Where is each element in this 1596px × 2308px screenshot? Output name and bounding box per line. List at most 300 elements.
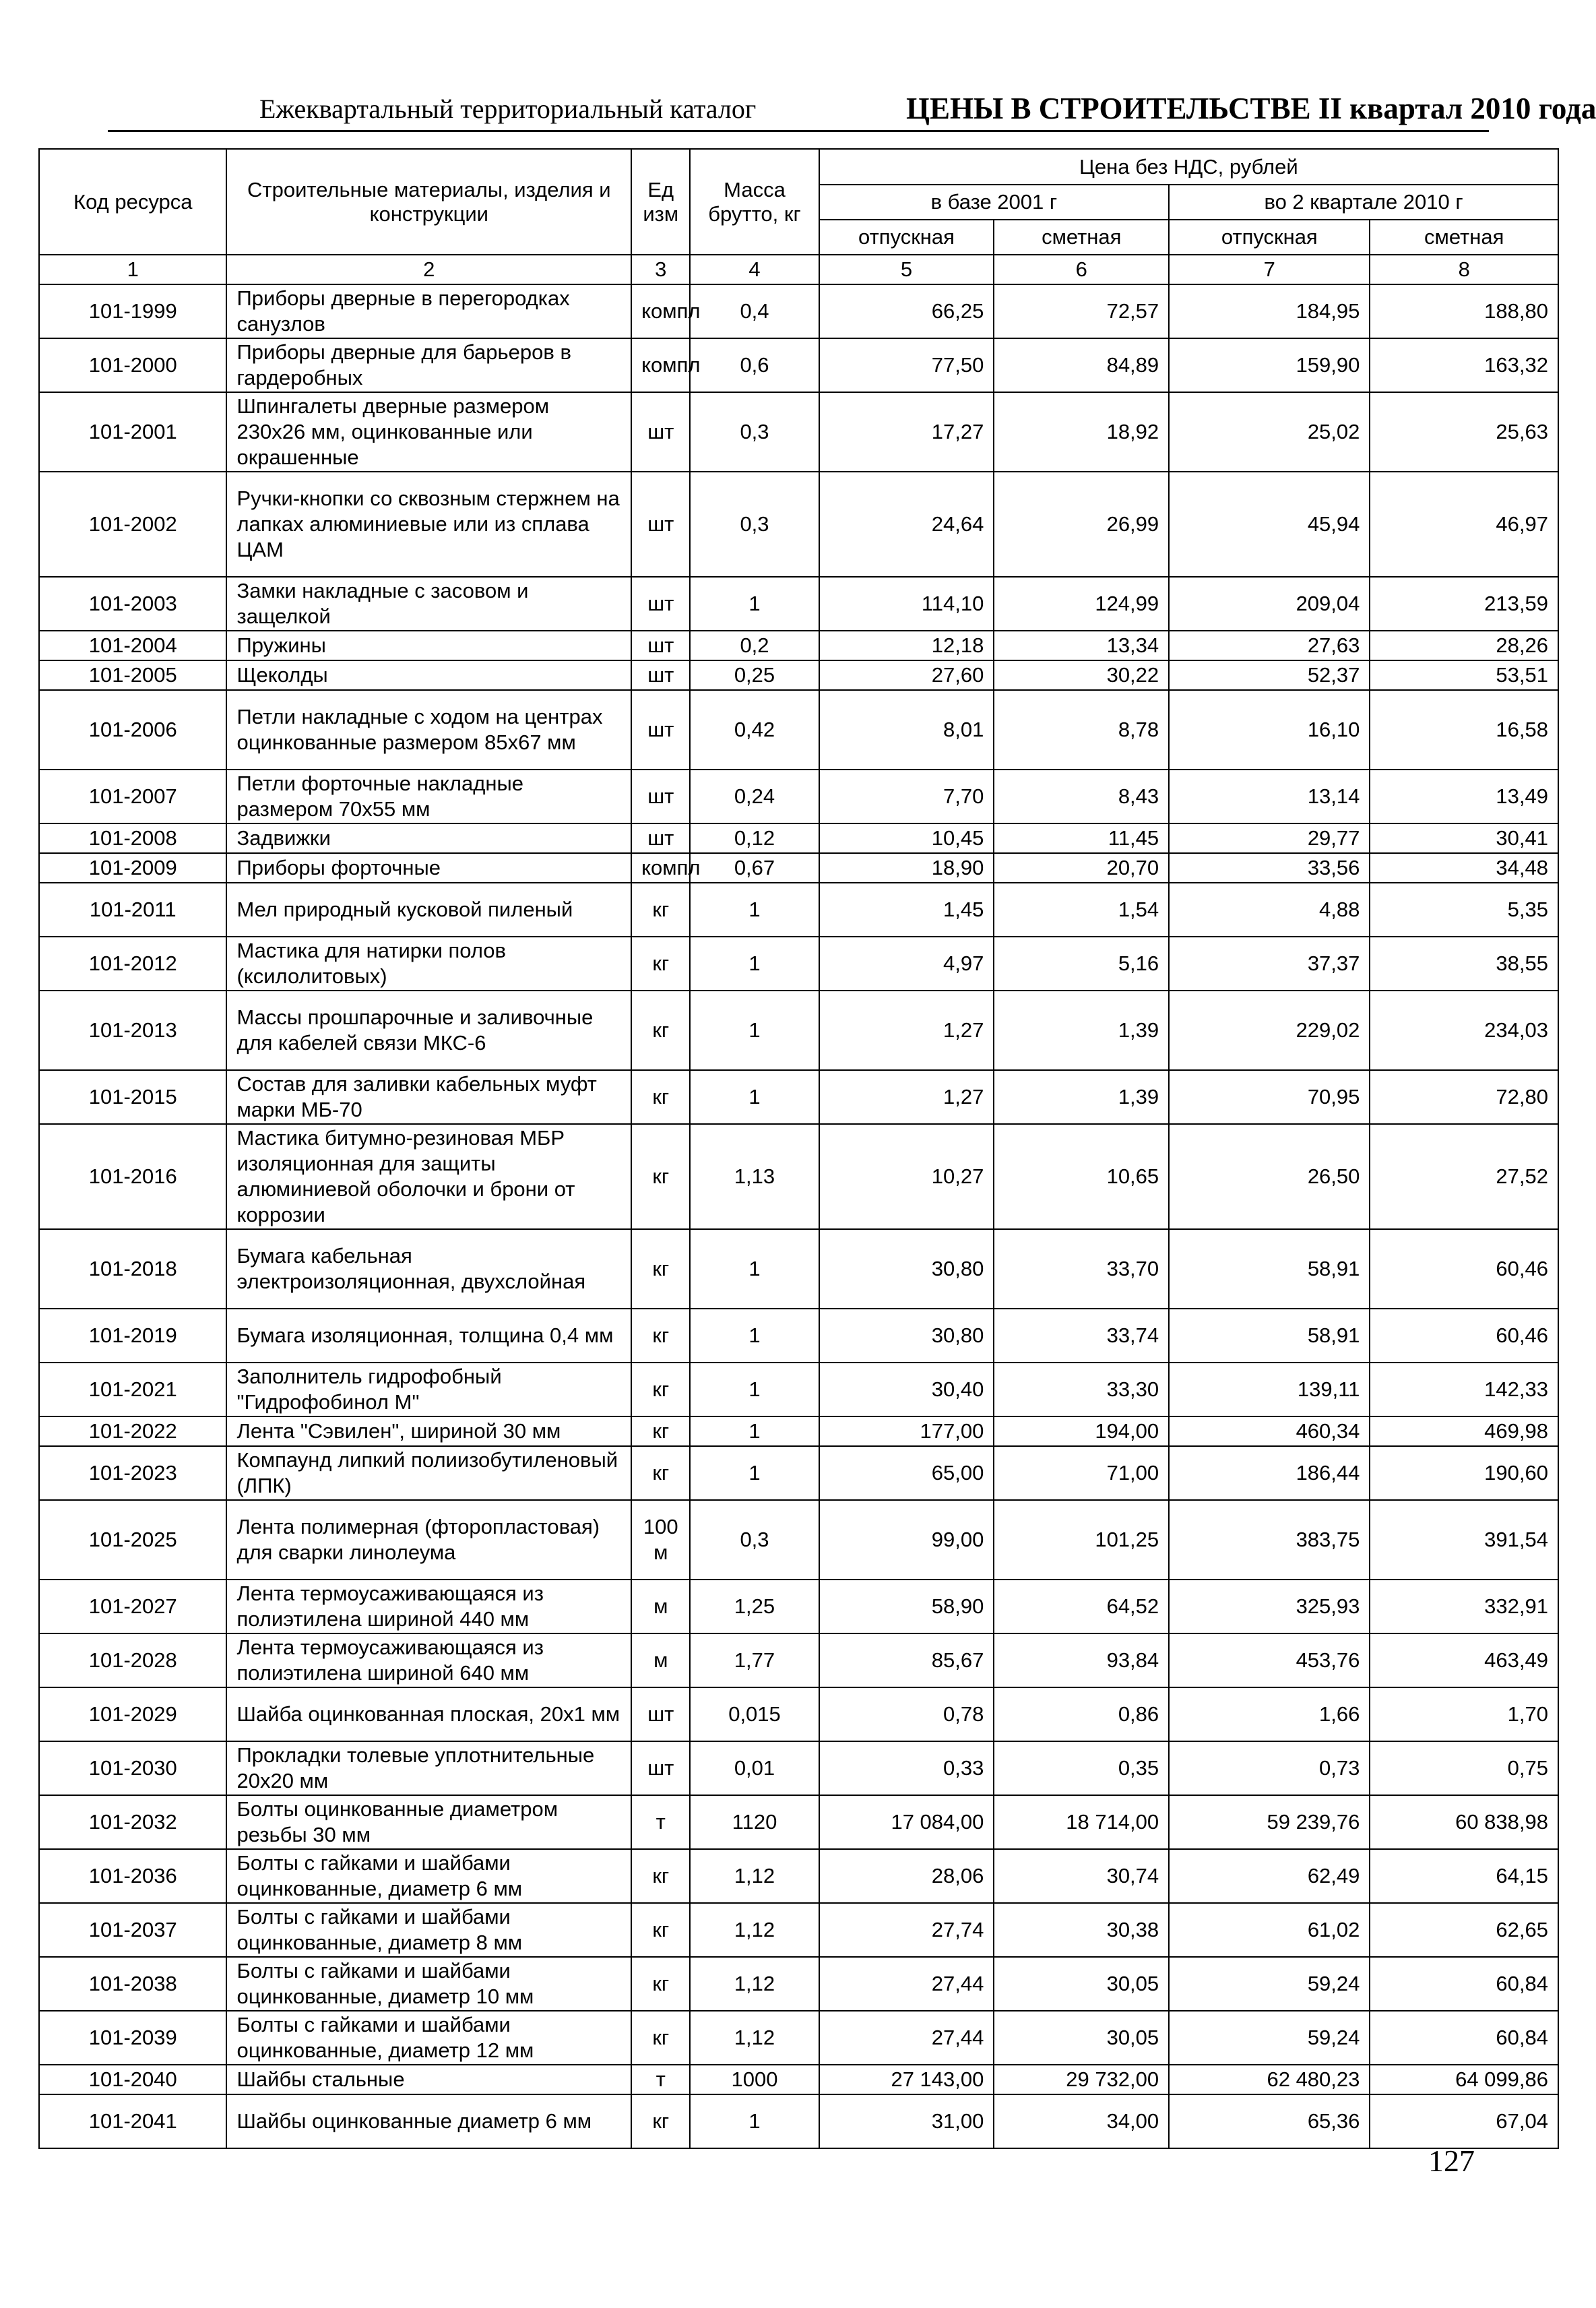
material-name: Шайбы стальные [226, 2065, 631, 2094]
material-name: Массы прошпарочные и заливочные для кабелей связи МКС-6 [226, 991, 631, 1070]
resource-code: 101-2003 [39, 577, 226, 631]
base-sale-price: 30,80 [819, 1229, 994, 1309]
resource-code: 101-2038 [39, 1957, 226, 2011]
resource-code: 101-2008 [39, 823, 226, 853]
base-estimate-price: 8,43 [994, 770, 1169, 823]
q2-estimate-price: 27,52 [1370, 1124, 1558, 1229]
table-row [39, 1580, 1558, 1633]
gross-mass: 1 [690, 2094, 819, 2148]
material-name: Бумага кабельная электроизоляционная, двухслойная [226, 1229, 631, 1309]
q2-estimate-price: 38,55 [1370, 937, 1558, 991]
q2-sale-price: 59,24 [1169, 1957, 1370, 2011]
base-sale-price: 0,33 [819, 1741, 994, 1795]
resource-code: 101-2021 [39, 1363, 226, 1416]
base-sale-price: 27 143,00 [819, 2065, 994, 2094]
table-row [39, 631, 1558, 660]
q2-estimate-price: 234,03 [1370, 991, 1558, 1070]
base-sale-price: 85,67 [819, 1633, 994, 1687]
price-table [38, 148, 1559, 2149]
header-code: Код ресурса [39, 149, 226, 255]
gross-mass: 0,24 [690, 770, 819, 823]
q2-sale-price: 4,88 [1169, 883, 1370, 937]
header-unit: Ед изм [631, 149, 690, 255]
material-name: Приборы дверные в перегородках санузлов [226, 284, 631, 338]
base-estimate-price: 29 732,00 [994, 2065, 1169, 2094]
table-row [39, 2094, 1558, 2148]
material-name: Бумага изоляционная, толщина 0,4 мм [226, 1309, 631, 1363]
q2-sale-price: 139,11 [1169, 1363, 1370, 1416]
q2-estimate-price: 391,54 [1370, 1500, 1558, 1580]
resource-code: 101-2028 [39, 1633, 226, 1687]
resource-code: 101-2030 [39, 1741, 226, 1795]
gross-mass: 1 [690, 1363, 819, 1416]
q2-sale-price: 65,36 [1169, 2094, 1370, 2148]
gross-mass: 1 [690, 937, 819, 991]
table-row [39, 823, 1558, 853]
q2-estimate-price: 64 099,86 [1370, 2065, 1558, 2094]
material-name: Прокладки толевые уплотнительные 20х20 мм [226, 1741, 631, 1795]
base-estimate-price: 1,54 [994, 883, 1169, 937]
base-sale-price: 17,27 [819, 392, 994, 472]
q2-estimate-price: 190,60 [1370, 1446, 1558, 1500]
q2-estimate-price: 60,46 [1370, 1309, 1558, 1363]
unit-of-measure: кг [631, 1849, 690, 1903]
header-name: Строительные материалы, изделия и конструкции [226, 149, 631, 255]
table-row [39, 1416, 1558, 1446]
gross-mass: 1 [690, 883, 819, 937]
base-sale-price: 1,27 [819, 1070, 994, 1124]
material-name: Болты с гайками и шайбами оцинкованные, диаметр 6 мм [226, 1849, 631, 1903]
gross-mass: 0,015 [690, 1687, 819, 1741]
gross-mass: 1,12 [690, 2011, 819, 2065]
q2-sale-price: 62 480,23 [1169, 2065, 1370, 2094]
base-estimate-price: 33,70 [994, 1229, 1169, 1309]
q2-estimate-price: 60,84 [1370, 2011, 1558, 2065]
gross-mass: 1 [690, 1416, 819, 1446]
q2-estimate-price: 213,59 [1370, 577, 1558, 631]
base-estimate-price: 33,30 [994, 1363, 1169, 1416]
material-name: Петли накладные с ходом на центрах оцинкованные размером 85х67 мм [226, 690, 631, 770]
resource-code: 101-2027 [39, 1580, 226, 1633]
table-row [39, 690, 1558, 770]
table-row [39, 853, 1558, 883]
column-number: 7 [1169, 255, 1370, 284]
q2-sale-price: 45,94 [1169, 472, 1370, 577]
table-row [39, 1741, 1558, 1795]
gross-mass: 1 [690, 577, 819, 631]
resource-code: 101-2007 [39, 770, 226, 823]
column-number: 4 [690, 255, 819, 284]
base-sale-price: 10,27 [819, 1124, 994, 1229]
material-name: Шпингалеты дверные размером 230х26 мм, оцинкованные или окрашенные [226, 392, 631, 472]
unit-of-measure: шт [631, 392, 690, 472]
column-number: 5 [819, 255, 994, 284]
material-name: Мастика битумно-резиновая МБР изоляционная для защиты алюминиевой оболочки и брони от коррозии [226, 1124, 631, 1229]
resource-code: 101-2006 [39, 690, 226, 770]
material-name: Щеколды [226, 660, 631, 690]
table-row [39, 472, 1558, 577]
q2-sale-price: 37,37 [1169, 937, 1370, 991]
base-estimate-price: 30,74 [994, 1849, 1169, 1903]
header-q2-2010: во 2 квартале 2010 г [1169, 185, 1558, 220]
header-q2-estimate: сметная [1370, 220, 1558, 255]
q2-sale-price: 58,91 [1169, 1309, 1370, 1363]
table-row [39, 1500, 1558, 1580]
gross-mass: 1,25 [690, 1580, 819, 1633]
unit-of-measure: т [631, 2065, 690, 2094]
table-row [39, 883, 1558, 937]
table-row [39, 991, 1558, 1070]
table-row [39, 770, 1558, 823]
q2-sale-price: 25,02 [1169, 392, 1370, 472]
resource-code: 101-2009 [39, 853, 226, 883]
resource-code: 101-2011 [39, 883, 226, 937]
q2-estimate-price: 188,80 [1370, 284, 1558, 338]
header-mass: Масса брутто, кг [690, 149, 819, 255]
base-estimate-price: 30,38 [994, 1903, 1169, 1957]
unit-of-measure: шт [631, 472, 690, 577]
material-name: Компаунд липкий полиизобутиленовый (ЛПК) [226, 1446, 631, 1500]
base-sale-price: 0,78 [819, 1687, 994, 1741]
q2-sale-price: 27,63 [1169, 631, 1370, 660]
table-row [39, 284, 1558, 338]
material-name: Болты с гайками и шайбами оцинкованные, диаметр 12 мм [226, 2011, 631, 2065]
material-name: Пружины [226, 631, 631, 660]
unit-of-measure: м [631, 1633, 690, 1687]
table-row [39, 1687, 1558, 1741]
q2-estimate-price: 332,91 [1370, 1580, 1558, 1633]
resource-code: 101-2016 [39, 1124, 226, 1229]
unit-of-measure: кг [631, 1446, 690, 1500]
unit-of-measure: шт [631, 823, 690, 853]
unit-of-measure: шт [631, 1687, 690, 1741]
gross-mass: 1,12 [690, 1903, 819, 1957]
material-name: Лента термоусаживающаяся из полиэтилена шириной 440 мм [226, 1580, 631, 1633]
resource-code: 101-2013 [39, 991, 226, 1070]
q2-sale-price: 52,37 [1169, 660, 1370, 690]
base-estimate-price: 84,89 [994, 338, 1169, 392]
base-sale-price: 31,00 [819, 2094, 994, 2148]
unit-of-measure: кг [631, 1070, 690, 1124]
q2-sale-price: 325,93 [1169, 1580, 1370, 1633]
resource-code: 101-2001 [39, 392, 226, 472]
q2-sale-price: 16,10 [1169, 690, 1370, 770]
base-sale-price: 30,80 [819, 1309, 994, 1363]
base-estimate-price: 11,45 [994, 823, 1169, 853]
resource-code: 101-2000 [39, 338, 226, 392]
resource-code: 101-2032 [39, 1795, 226, 1849]
q2-sale-price: 61,02 [1169, 1903, 1370, 1957]
table-row [39, 392, 1558, 472]
resource-code: 101-2022 [39, 1416, 226, 1446]
base-sale-price: 1,27 [819, 991, 994, 1070]
base-estimate-price: 34,00 [994, 2094, 1169, 2148]
q2-estimate-price: 463,49 [1370, 1633, 1558, 1687]
gross-mass: 1 [690, 1309, 819, 1363]
base-sale-price: 65,00 [819, 1446, 994, 1500]
q2-sale-price: 29,77 [1169, 823, 1370, 853]
gross-mass: 1,77 [690, 1633, 819, 1687]
q2-estimate-price: 67,04 [1370, 2094, 1558, 2148]
material-name: Шайбы оцинкованные диаметр 6 мм [226, 2094, 631, 2148]
q2-estimate-price: 34,48 [1370, 853, 1558, 883]
gross-mass: 0,6 [690, 338, 819, 392]
unit-of-measure: кг [631, 991, 690, 1070]
table-row [39, 1446, 1558, 1500]
q2-sale-price: 186,44 [1169, 1446, 1370, 1500]
header-base-2001: в базе 2001 г [819, 185, 1170, 220]
gross-mass: 1 [690, 1070, 819, 1124]
resource-code: 101-2012 [39, 937, 226, 991]
header-title: ЦЕНЫ В СТРОИТЕЛЬСТВЕ II квартал 2010 года [906, 92, 1596, 125]
gross-mass: 0,3 [690, 472, 819, 577]
table-row [39, 1363, 1558, 1416]
material-name: Болты оцинкованные диаметром резьбы 30 мм [226, 1795, 631, 1849]
column-number: 8 [1370, 255, 1558, 284]
table-row [39, 937, 1558, 991]
table-row [39, 1903, 1558, 1957]
unit-of-measure: компл [631, 853, 690, 883]
material-name: Заполнитель гидрофобный "Гидрофобинол М" [226, 1363, 631, 1416]
material-name: Приборы форточные [226, 853, 631, 883]
unit-of-measure: кг [631, 1416, 690, 1446]
material-name: Лента "Сэвилен", шириной 30 мм [226, 1416, 631, 1446]
q2-estimate-price: 46,97 [1370, 472, 1558, 577]
table-row [39, 338, 1558, 392]
resource-code: 101-2036 [39, 1849, 226, 1903]
header-base-sale: отпускная [819, 220, 994, 255]
q2-estimate-price: 64,15 [1370, 1849, 1558, 1903]
column-number: 6 [994, 255, 1169, 284]
q2-estimate-price: 60,46 [1370, 1229, 1558, 1309]
material-name: Задвижки [226, 823, 631, 853]
page-header [108, 81, 1596, 132]
table-row [39, 2065, 1558, 2094]
unit-of-measure: кг [631, 1957, 690, 2011]
gross-mass: 1 [690, 991, 819, 1070]
gross-mass: 0,4 [690, 284, 819, 338]
material-name: Болты с гайками и шайбами оцинкованные, диаметр 10 мм [226, 1957, 631, 2011]
base-estimate-price: 8,78 [994, 690, 1169, 770]
base-estimate-price: 72,57 [994, 284, 1169, 338]
base-estimate-price: 101,25 [994, 1500, 1169, 1580]
q2-estimate-price: 30,41 [1370, 823, 1558, 853]
resource-code: 101-2019 [39, 1309, 226, 1363]
resource-code: 101-2018 [39, 1229, 226, 1309]
base-estimate-price: 30,22 [994, 660, 1169, 690]
base-sale-price: 177,00 [819, 1416, 994, 1446]
gross-mass: 0,67 [690, 853, 819, 883]
gross-mass: 1,12 [690, 1957, 819, 2011]
base-estimate-price: 30,05 [994, 1957, 1169, 2011]
unit-of-measure: кг [631, 2011, 690, 2065]
base-sale-price: 8,01 [819, 690, 994, 770]
material-name: Мастика для натирки полов (ксилолитовых) [226, 937, 631, 991]
base-sale-price: 10,45 [819, 823, 994, 853]
table-row [39, 1124, 1558, 1229]
unit-of-measure: шт [631, 770, 690, 823]
unit-of-measure: кг [631, 1229, 690, 1309]
q2-estimate-price: 60,84 [1370, 1957, 1558, 2011]
q2-sale-price: 59 239,76 [1169, 1795, 1370, 1849]
material-name: Болты с гайками и шайбами оцинкованные, диаметр 8 мм [226, 1903, 631, 1957]
resource-code: 101-2005 [39, 660, 226, 690]
base-estimate-price: 10,65 [994, 1124, 1169, 1229]
base-sale-price: 58,90 [819, 1580, 994, 1633]
gross-mass: 0,42 [690, 690, 819, 770]
gross-mass: 0,25 [690, 660, 819, 690]
column-number: 2 [226, 255, 631, 284]
q2-sale-price: 70,95 [1169, 1070, 1370, 1124]
resource-code: 101-2039 [39, 2011, 226, 2065]
q2-sale-price: 13,14 [1169, 770, 1370, 823]
table-row [39, 660, 1558, 690]
table-row [39, 1070, 1558, 1124]
column-number: 3 [631, 255, 690, 284]
gross-mass: 1 [690, 1229, 819, 1309]
base-estimate-price: 0,86 [994, 1687, 1169, 1741]
gross-mass: 1 [690, 1446, 819, 1500]
gross-mass: 0,01 [690, 1741, 819, 1795]
q2-estimate-price: 53,51 [1370, 660, 1558, 690]
base-estimate-price: 93,84 [994, 1633, 1169, 1687]
unit-of-measure: кг [631, 1363, 690, 1416]
q2-sale-price: 62,49 [1169, 1849, 1370, 1903]
table-row [39, 577, 1558, 631]
gross-mass: 1000 [690, 2065, 819, 2094]
base-estimate-price: 33,74 [994, 1309, 1169, 1363]
column-number-row [39, 255, 1558, 284]
q2-sale-price: 453,76 [1169, 1633, 1370, 1687]
unit-of-measure: шт [631, 660, 690, 690]
unit-of-measure: м [631, 1580, 690, 1633]
unit-of-measure: 100 м [631, 1500, 690, 1580]
base-estimate-price: 5,16 [994, 937, 1169, 991]
resource-code: 101-1999 [39, 284, 226, 338]
unit-of-measure: шт [631, 577, 690, 631]
column-number: 1 [39, 255, 226, 284]
q2-sale-price: 59,24 [1169, 2011, 1370, 2065]
base-sale-price: 18,90 [819, 853, 994, 883]
base-estimate-price: 30,05 [994, 2011, 1169, 2065]
base-sale-price: 27,44 [819, 1957, 994, 2011]
resource-code: 101-2029 [39, 1687, 226, 1741]
base-estimate-price: 18,92 [994, 392, 1169, 472]
base-sale-price: 77,50 [819, 338, 994, 392]
unit-of-measure: кг [631, 1903, 690, 1957]
resource-code: 101-2004 [39, 631, 226, 660]
table-row [39, 1633, 1558, 1687]
q2-sale-price: 33,56 [1169, 853, 1370, 883]
q2-sale-price: 58,91 [1169, 1229, 1370, 1309]
base-estimate-price: 18 714,00 [994, 1795, 1169, 1849]
material-name: Лента полимерная (фторопластовая) для сварки линолеума [226, 1500, 631, 1580]
base-sale-price: 7,70 [819, 770, 994, 823]
gross-mass: 1,13 [690, 1124, 819, 1229]
gross-mass: 0,3 [690, 392, 819, 472]
table-row [39, 2011, 1558, 2065]
base-sale-price: 99,00 [819, 1500, 994, 1580]
table-row [39, 1229, 1558, 1309]
material-name: Замки накладные с засовом и защелкой [226, 577, 631, 631]
gross-mass: 0,12 [690, 823, 819, 853]
q2-estimate-price: 13,49 [1370, 770, 1558, 823]
q2-estimate-price: 28,26 [1370, 631, 1558, 660]
base-sale-price: 30,40 [819, 1363, 994, 1416]
unit-of-measure: кг [631, 2094, 690, 2148]
base-estimate-price: 124,99 [994, 577, 1169, 631]
q2-estimate-price: 5,35 [1370, 883, 1558, 937]
q2-estimate-price: 1,70 [1370, 1687, 1558, 1741]
resource-code: 101-2025 [39, 1500, 226, 1580]
base-sale-price: 27,60 [819, 660, 994, 690]
base-sale-price: 1,45 [819, 883, 994, 937]
q2-sale-price: 184,95 [1169, 284, 1370, 338]
table-row [39, 1309, 1558, 1363]
unit-of-measure: кг [631, 1124, 690, 1229]
gross-mass: 0,2 [690, 631, 819, 660]
q2-sale-price: 0,73 [1169, 1741, 1370, 1795]
q2-estimate-price: 163,32 [1370, 338, 1558, 392]
base-sale-price: 114,10 [819, 577, 994, 631]
resource-code: 101-2002 [39, 472, 226, 577]
q2-estimate-price: 0,75 [1370, 1741, 1558, 1795]
header-base-estimate: сметная [994, 220, 1169, 255]
q2-estimate-price: 16,58 [1370, 690, 1558, 770]
material-name: Петли форточные накладные размером 70х55 мм [226, 770, 631, 823]
resource-code: 101-2037 [39, 1903, 226, 1957]
table-header [39, 149, 1558, 284]
header-price: Цена без НДС, рублей [819, 149, 1558, 185]
gross-mass: 0,3 [690, 1500, 819, 1580]
table-row [39, 1957, 1558, 2011]
base-estimate-price: 13,34 [994, 631, 1169, 660]
base-estimate-price: 64,52 [994, 1580, 1169, 1633]
resource-code: 101-2040 [39, 2065, 226, 2094]
material-name: Ручки-кнопки со сквозным стержнем на лапках алюминиевые или из сплава ЦАМ [226, 472, 631, 577]
material-name: Мел природный кусковой пиленый [226, 883, 631, 937]
unit-of-measure: кг [631, 883, 690, 937]
base-sale-price: 12,18 [819, 631, 994, 660]
base-estimate-price: 26,99 [994, 472, 1169, 577]
base-sale-price: 66,25 [819, 284, 994, 338]
q2-sale-price: 209,04 [1169, 577, 1370, 631]
resource-code: 101-2015 [39, 1070, 226, 1124]
base-sale-price: 24,64 [819, 472, 994, 577]
unit-of-measure: т [631, 1795, 690, 1849]
unit-of-measure: шт [631, 1741, 690, 1795]
unit-of-measure: шт [631, 631, 690, 660]
header-catalog-name: Ежеквартальный территориальный каталог [259, 94, 757, 124]
base-sale-price: 28,06 [819, 1849, 994, 1903]
q2-sale-price: 1,66 [1169, 1687, 1370, 1741]
unit-of-measure: кг [631, 1309, 690, 1363]
q2-estimate-price: 142,33 [1370, 1363, 1558, 1416]
unit-of-measure: кг [631, 937, 690, 991]
base-sale-price: 17 084,00 [819, 1795, 994, 1849]
gross-mass: 1,12 [690, 1849, 819, 1903]
header-q2-sale: отпускная [1169, 220, 1370, 255]
q2-sale-price: 26,50 [1169, 1124, 1370, 1229]
material-name: Лента термоусаживающаяся из полиэтилена шириной 640 мм [226, 1633, 631, 1687]
resource-code: 101-2023 [39, 1446, 226, 1500]
unit-of-measure: шт [631, 690, 690, 770]
base-estimate-price: 71,00 [994, 1446, 1169, 1500]
unit-of-measure: компл [631, 338, 690, 392]
table-row [39, 1795, 1558, 1849]
base-estimate-price: 20,70 [994, 853, 1169, 883]
table-row [39, 1849, 1558, 1903]
